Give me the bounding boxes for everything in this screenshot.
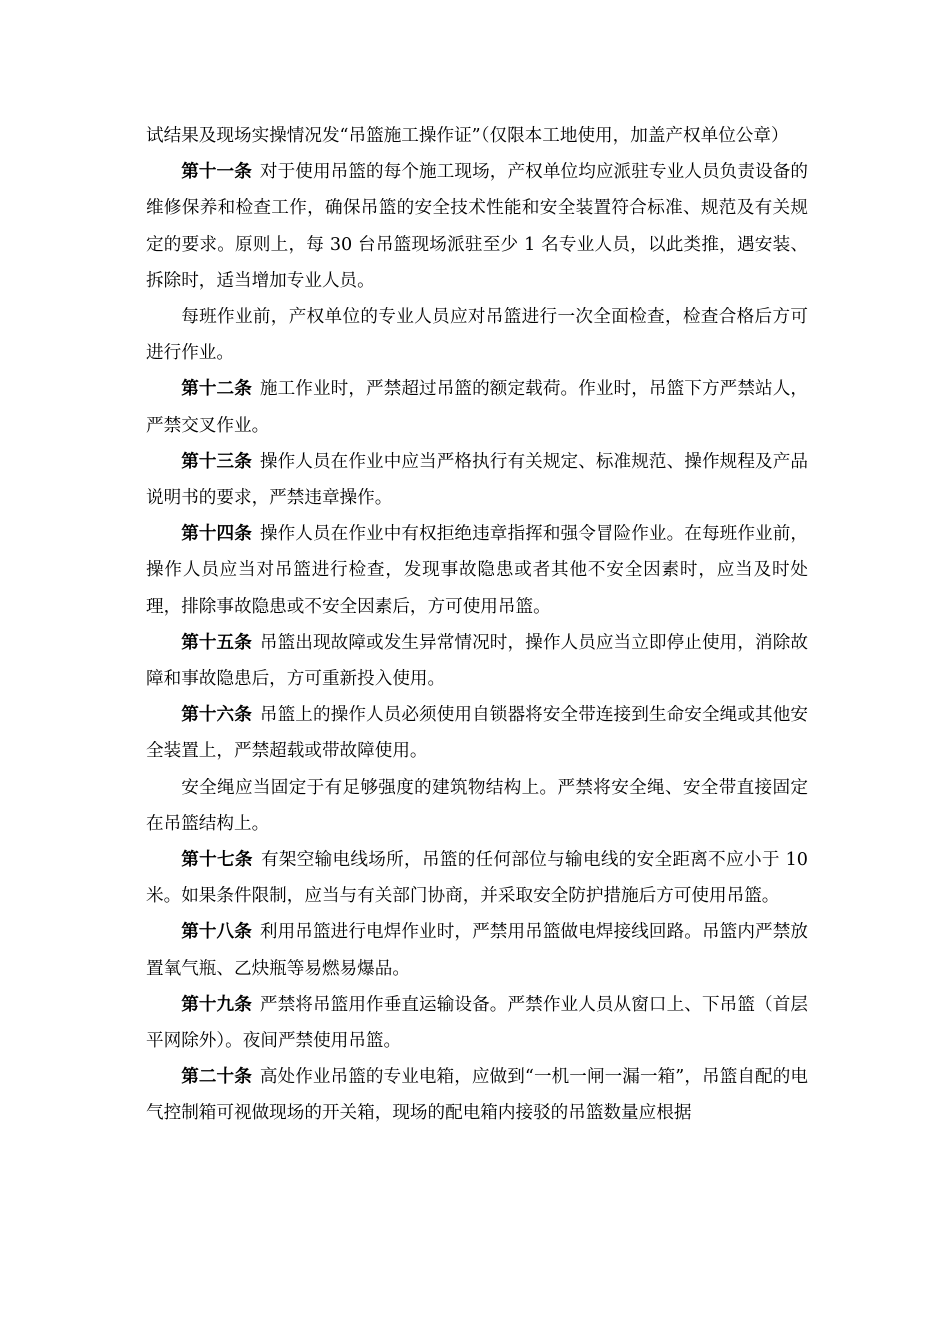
paragraph-text: 操作人员在作业中有权拒绝违章指挥和强令冒险作业。在每班作业前，操作人员应当对吊篮进行检查，发现事故隐患或者其他不安全因素时，应当及时处理，排除事故隐患或不安全因素后，方可使用吊篮。 [146, 524, 808, 617]
paragraph-text: 对于使用吊篮的每个施工现场，产权单位均应派驻专业人员负责设备的维修保养和检查工作，确保吊篮的安全技术性能和安全装置符合标准、规范及有关规定的要求。原则上，每 30 台吊篮现场派驻至少 1 名专业人员，以此类推，遇安装、拆除时，适当增加专业人员。 [146, 162, 808, 291]
paragraph-text: 吊篮出现故障或发生异常情况时，操作人员应当立即停止使用，消除故障和事故隐患后，方可重新投入使用。 [146, 632, 808, 690]
paragraph-text: 严禁将吊篮用作垂直运输设备。严禁作业人员从窗口上、下吊篮（首层平网除外）。夜间严禁使用吊篮。 [146, 994, 808, 1052]
paragraph-text: 吊篮上的操作人员必须使用自锁器将安全带连接到生命安全绳或其他安全装置上，严禁超载或带故障使用。 [146, 705, 808, 762]
article-number: 第二十条 [181, 1066, 252, 1088]
paragraph-article-12 [146, 371, 808, 443]
paragraph-text: 施工作业时，严禁超过吊篮的额定载荷。作业时，吊篮下方严禁站人，严禁交叉作业。 [146, 379, 808, 436]
article-number: 第十二条 [181, 378, 252, 400]
document-body [146, 118, 808, 1132]
paragraph-2 [146, 299, 808, 371]
paragraph-text: 安全绳应当固定于有足够强度的建筑物结构上。严禁将安全绳、安全带直接固定在吊篮结构上。 [146, 777, 808, 834]
paragraph-article-14 [146, 516, 808, 625]
paragraph-text: 操作人员在作业中应当严格执行有关规定、标准规范、操作规程及产品说明书的要求，严禁违章操作。 [146, 451, 808, 509]
paragraph-text: 试结果及现场实操情况发“吊篮施工操作证”（仅限本工地使用，加盖产权单位公章） [146, 126, 789, 146]
paragraph-article-16 [146, 697, 808, 769]
paragraph-text: 有架空输电线场所，吊篮的任何部位与输电线的安全距离不应小于 10 米。如果条件限制，应当与有关部门协商，并采取安全防护措施后方可使用吊篮。 [146, 850, 808, 907]
article-number: 第十六条 [181, 704, 252, 726]
paragraph-text: 高处作业吊篮的专业电箱，应做到“一机一闸一漏一箱”，吊篮自配的电气控制箱可视做现场的开关箱，现场的配电箱内接驳的吊篮数量应根据 [146, 1067, 808, 1124]
paragraph-article-15 [146, 625, 808, 697]
article-number: 第十三条 [181, 450, 252, 472]
article-number: 第十八条 [181, 921, 252, 943]
paragraph-0 [146, 118, 808, 154]
paragraph-text: 每班作业前，产权单位的专业人员应对吊篮进行一次全面检查，检查合格后方可进行作业。 [146, 307, 808, 364]
paragraph-article-19 [146, 987, 808, 1059]
paragraph-article-17 [146, 842, 808, 914]
paragraph-article-11 [146, 154, 808, 299]
article-number: 第十一条 [181, 161, 252, 183]
paragraph-text: 利用吊篮进行电焊作业时，严禁用吊篮做电焊接线回路。吊篮内严禁放置氧气瓶、乙炔瓶等易燃易爆品。 [146, 922, 808, 979]
paragraph-article-13 [146, 444, 808, 516]
article-number: 第十五条 [181, 631, 252, 653]
article-number: 第十四条 [181, 523, 252, 545]
article-number: 第十九条 [181, 993, 252, 1015]
article-number: 第十七条 [181, 849, 253, 871]
paragraph-8 [146, 770, 808, 842]
paragraph-article-18 [146, 914, 808, 986]
paragraph-article-20 [146, 1059, 808, 1131]
